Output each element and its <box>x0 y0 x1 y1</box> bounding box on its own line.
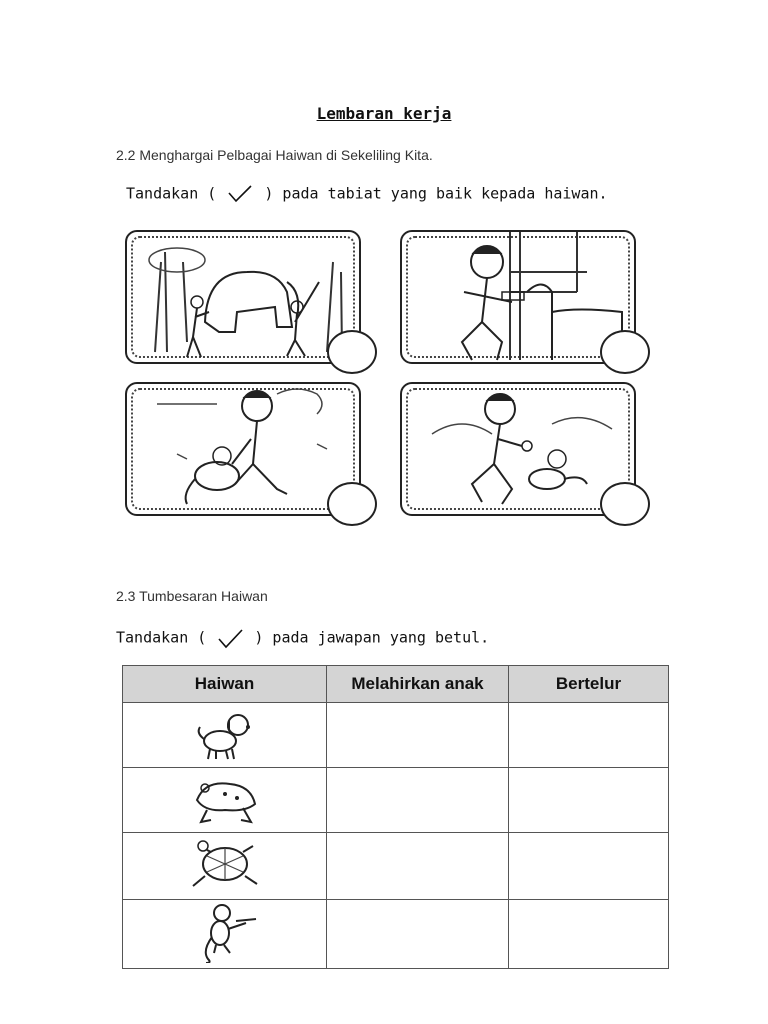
instruction-2-3 <box>116 627 489 649</box>
answer-cell-bertelur[interactable] <box>509 833 669 900</box>
turtle-icon <box>185 834 265 894</box>
answer-cell-bertelur[interactable] <box>509 768 669 833</box>
answer-cell-bertelur[interactable] <box>509 703 669 768</box>
animal-cell <box>123 768 327 833</box>
table-row <box>123 900 669 969</box>
instruction-prefix: Tandakan ( <box>126 184 217 203</box>
dog-icon <box>190 705 260 761</box>
answer-circle-1[interactable] <box>327 330 377 374</box>
picture-panel-2 <box>400 230 636 364</box>
animal-table <box>122 665 669 969</box>
animal-cell <box>123 900 327 969</box>
instruction-suffix: ) pada jawapan yang betul. <box>254 628 490 647</box>
table-row <box>123 703 669 768</box>
header-haiwan: Haiwan <box>123 666 327 703</box>
instruction-2-2 <box>126 183 608 205</box>
boy-playing-with-cat-icon <box>402 384 634 514</box>
page-title: Lembaran kerja <box>316 104 452 123</box>
answer-cell-melahirkan-anak[interactable] <box>327 900 509 969</box>
instruction-prefix: Tandakan ( <box>116 628 207 647</box>
answer-circle-4[interactable] <box>600 482 650 526</box>
boy-petting-cat-icon <box>127 384 359 514</box>
header-melahirkan-anak: Melahirkan anak <box>327 666 509 703</box>
table-row <box>123 768 669 833</box>
picture-panel-4 <box>400 382 636 516</box>
picture-panel-3 <box>125 382 361 516</box>
elephant-hunting-icon <box>127 232 359 362</box>
section-heading-2-3: 2.3 Tumbesaran Haiwan <box>116 588 268 604</box>
answer-circle-2[interactable] <box>600 330 650 374</box>
frog-icon <box>185 770 265 826</box>
animal-cell <box>123 703 327 768</box>
answer-circle-3[interactable] <box>327 482 377 526</box>
monkey-icon <box>190 901 260 963</box>
table-row <box>123 833 669 900</box>
instruction-suffix: ) pada tabiat yang baik kepada haiwan. <box>264 184 608 203</box>
animal-cell <box>123 833 327 900</box>
header-bertelur: Bertelur <box>509 666 669 703</box>
checkmark-icon <box>225 183 255 205</box>
answer-cell-melahirkan-anak[interactable] <box>327 703 509 768</box>
boy-feeding-goat-icon <box>402 232 634 362</box>
answer-cell-melahirkan-anak[interactable] <box>327 768 509 833</box>
picture-panel-1 <box>125 230 361 364</box>
answer-cell-bertelur[interactable] <box>509 900 669 969</box>
section-heading-2-2: 2.2 Menghargai Pelbagai Haiwan di Sekeliling Kita. <box>116 147 433 163</box>
answer-cell-melahirkan-anak[interactable] <box>327 833 509 900</box>
checkmark-icon <box>215 627 245 649</box>
table-header-row <box>123 666 669 703</box>
